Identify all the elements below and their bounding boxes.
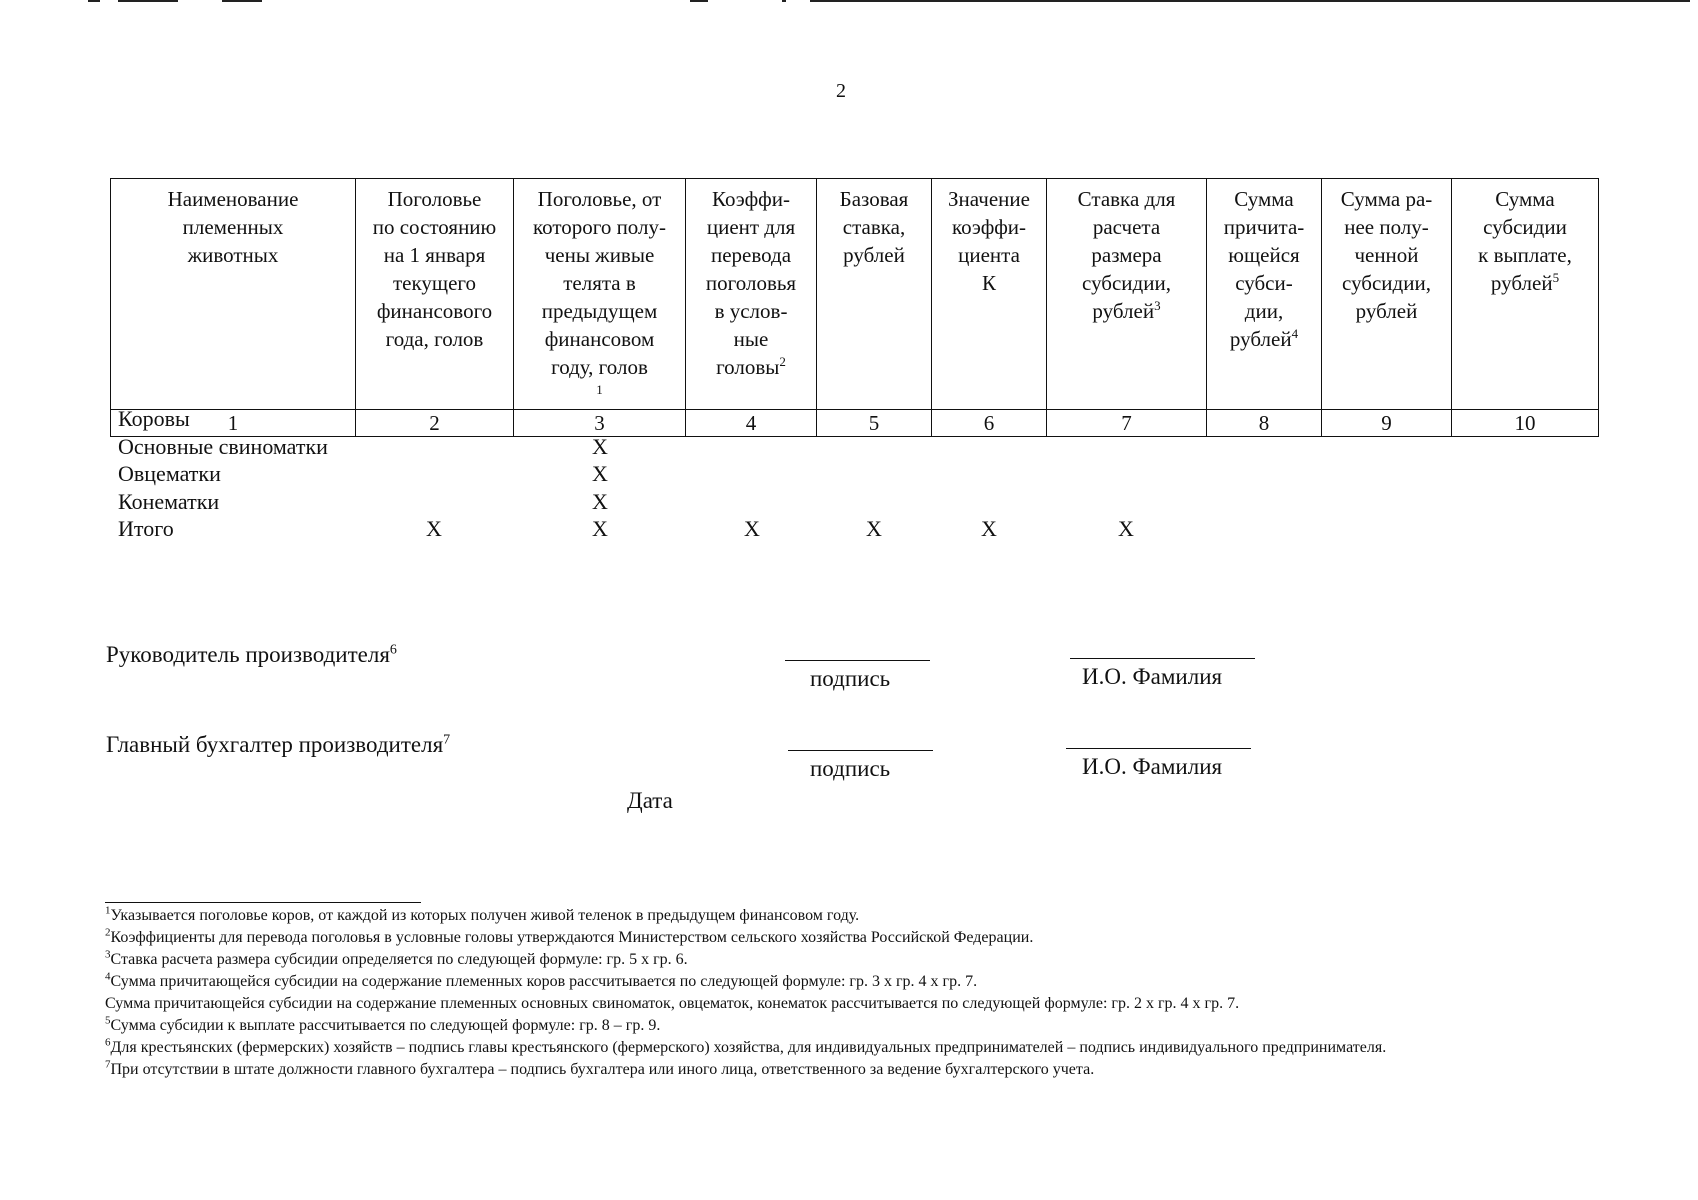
scan-edge-mark	[810, 0, 1690, 2]
footnote: $^4$Сумма причитающейся субсидии на содержание племенных коров рассчитывается по следующей формуле: гр. 3 х гр. 4 х гр. 7.	[105, 970, 978, 990]
footnote: Сумма причитающейся субсидии на содержание племенных основных свиноматок, овцематок, конематок рассчитывается по следующей формуле: гр. 2 х гр. 4 х гр. 7.	[105, 995, 1240, 1012]
column-header: Поголовье, от которого полу- чены живые телята в предыдущем финансовом году, голов $^1$	[514, 179, 686, 410]
footnote: $^5$Сумма субсидии к выплате рассчитывается по следующей формуле: гр. 8 – гр. 9.	[105, 1014, 661, 1034]
column-header: Коэффи- циент для перевода поголовья в услов- ные головы$^2$	[686, 179, 817, 410]
column-number: 9	[1322, 410, 1452, 437]
footnote: $^2$Коэффициенты для перевода поголовья в условные головы утверждаются Министерством сельского хозяйства Российской Федерации.	[105, 926, 1034, 946]
column-header: Базовая ставка, рублей	[817, 179, 932, 410]
not-applicable-mark: Х	[866, 516, 882, 541]
not-applicable-mark: Х	[426, 516, 442, 541]
column-number: 3	[514, 410, 686, 437]
row-label: Овцематки	[118, 461, 221, 486]
column-header: Поголовье по состоянию на 1 января текущего финансового года, голов	[356, 179, 514, 410]
column-number: 2	[356, 410, 514, 437]
accountant-signature-label: Главный бухгалтер производителя$^7$	[106, 732, 451, 757]
column-number: 7	[1047, 410, 1207, 437]
column-number: 8	[1207, 410, 1322, 437]
not-applicable-mark: Х	[1118, 516, 1134, 541]
column-header: Наименование племенных животных	[111, 179, 356, 410]
not-applicable-mark: Х	[592, 461, 608, 486]
scan-edge-mark	[222, 0, 262, 2]
footnote: $^1$Указывается поголовье коров, от каждой из которых получен живой теленок в предыдущем финансовом году.	[105, 904, 860, 924]
not-applicable-mark: Х	[592, 516, 608, 541]
footnote: $^7$При отсутствии в штате должности главного бухгалтера – подпись бухгалтера или иного лица, ответственного за ведение бухгалтерского учета.	[105, 1058, 1095, 1078]
row-label: Коровы	[118, 406, 190, 431]
scan-edge-mark	[782, 0, 786, 2]
column-number: 1	[111, 410, 356, 437]
column-header: Ставка для расчета размера субсидии, рублей$^3$	[1047, 179, 1207, 410]
row-label: Основные свиноматки	[118, 433, 328, 459]
column-number: 6	[932, 410, 1047, 437]
footnote: $^6$Для крестьянских (фермерских) хозяйств – подпись главы крестьянского (фермерского) хозяйства, для индивидуальных предпринимателей – подпись индивидуального предпринимателя.	[105, 1036, 1387, 1056]
column-header: Значение коэффи- циента К	[932, 179, 1047, 410]
column-number: 10	[1452, 410, 1599, 437]
row-label: Конематки	[118, 488, 220, 514]
subsidy-calculation-table	[110, 178, 1599, 437]
head-signature-line	[785, 660, 930, 661]
signature-caption: подпись	[810, 756, 891, 781]
not-applicable-mark: Х	[592, 488, 608, 514]
scan-edge-mark	[88, 0, 100, 2]
footnote-separator	[105, 902, 421, 903]
scan-edge-mark	[118, 0, 178, 2]
table-header-row	[111, 179, 1599, 410]
column-header: Сумма причита- ющейся субси- дии, рублей$^4$	[1207, 179, 1322, 410]
footnotes	[105, 905, 1595, 1081]
column-number-row	[111, 410, 1599, 437]
name-caption: И.О. Фамилия	[1082, 664, 1223, 689]
head-signature-label: Руководитель производителя$^6$	[106, 642, 397, 667]
signature-caption: подпись	[810, 666, 891, 691]
column-number: 5	[817, 410, 932, 437]
accountant-signature-line	[788, 750, 933, 751]
row-label: Итого	[118, 516, 174, 541]
scan-edge-mark	[690, 0, 708, 2]
column-number: 4	[686, 410, 817, 437]
not-applicable-mark: Х	[744, 516, 760, 541]
column-header: Сумма ра- нее полу- ченной субсидии, рублей	[1322, 179, 1452, 410]
column-header: Сумма субсидии к выплате, рублей$^5$	[1452, 179, 1599, 410]
not-applicable-mark: Х	[592, 433, 608, 459]
not-applicable-mark: Х	[981, 516, 997, 541]
page-number: 2	[836, 80, 846, 102]
head-name-line	[1070, 658, 1255, 659]
footnote: $^3$Ставка расчета размера субсидии определяется по следующей формуле: гр. 5 х гр. 6.	[105, 948, 688, 968]
name-caption: И.О. Фамилия	[1082, 754, 1223, 779]
accountant-name-line	[1066, 748, 1251, 749]
date-label: Дата	[627, 788, 673, 813]
